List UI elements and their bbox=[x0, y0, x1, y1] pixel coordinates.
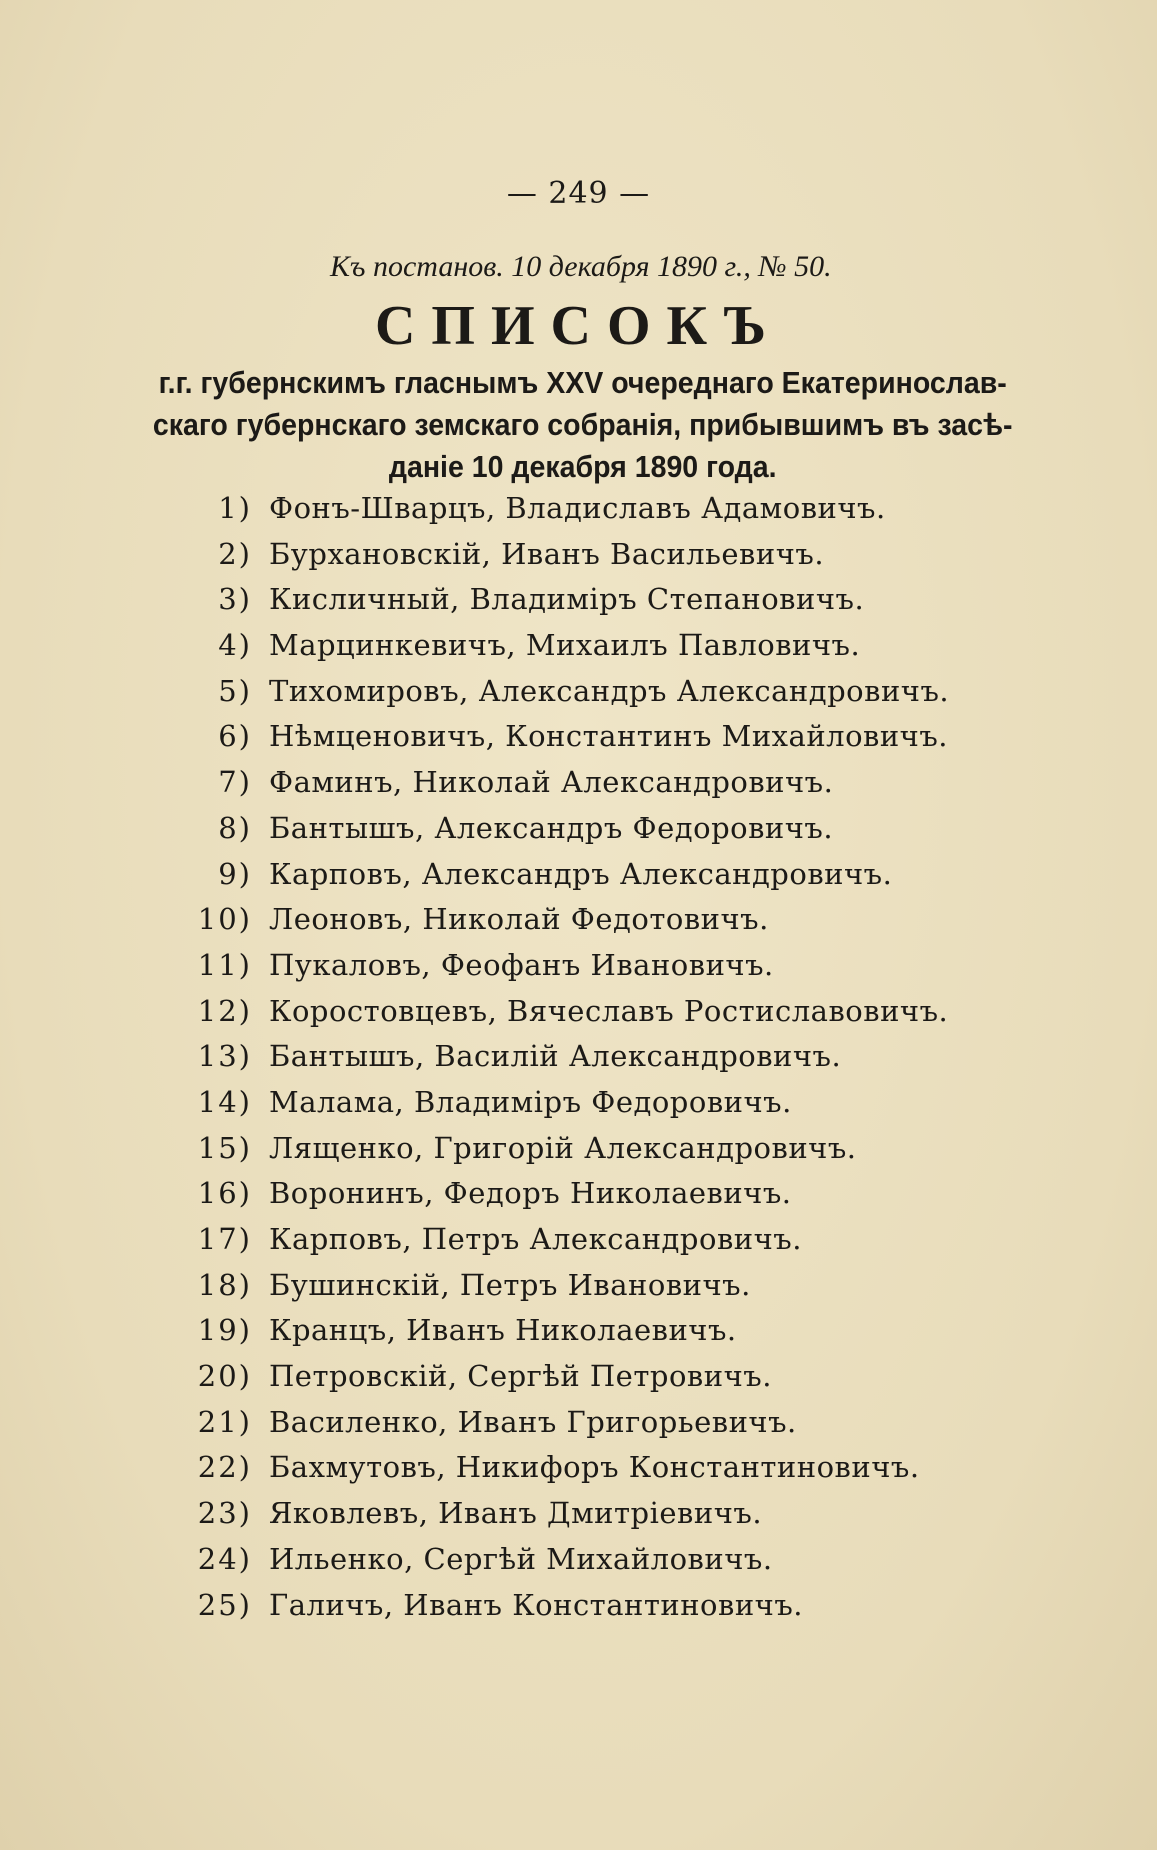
item-number: 4) bbox=[218, 628, 252, 663]
member-name: Петровскій, Сергѣй Петровичъ. bbox=[269, 1359, 772, 1394]
member-name: Малама, Владиміръ Федоровичъ. bbox=[269, 1084, 792, 1119]
list-item bbox=[0, 1400, 1157, 1446]
document-title: СПИСОКЪ bbox=[374, 295, 782, 357]
item-number: 25) bbox=[197, 1587, 252, 1622]
subtitle-line: скаго губернскаго земскаго собранія, прибывшимъ въ засѣ- bbox=[152, 407, 1013, 442]
member-name: Нѣмценовичъ, Константинъ Михайловичъ. bbox=[269, 719, 949, 754]
item-number: 6) bbox=[218, 719, 252, 754]
item-number: 2) bbox=[218, 536, 252, 571]
member-name: Леоновъ, Николай Федотовичъ. bbox=[269, 902, 769, 937]
member-name: Василенко, Иванъ Григорьевичъ. bbox=[269, 1404, 797, 1439]
list-item bbox=[0, 1491, 1157, 1537]
list-item bbox=[0, 806, 1157, 852]
member-name: Фонъ-Шварцъ, Владиславъ Адамовичъ. bbox=[269, 491, 886, 525]
member-name: Бурхановскій, Иванъ Васильевичъ. bbox=[269, 536, 825, 571]
item-number: 1) bbox=[218, 491, 252, 525]
list-item bbox=[0, 1537, 1157, 1583]
item-number: 14) bbox=[197, 1084, 252, 1119]
member-name: Воронинъ, Федоръ Николаевичъ. bbox=[269, 1176, 792, 1211]
list-item bbox=[0, 486, 1157, 532]
list-item bbox=[0, 1126, 1157, 1172]
list-item bbox=[0, 1217, 1157, 1263]
member-name: Тихомировъ, Александръ Александровичъ. bbox=[269, 673, 950, 708]
member-name: Кисличный, Владиміръ Степановичъ. bbox=[269, 582, 865, 617]
member-name: Коростовцевъ, Вячеславъ Ростиславовичъ. bbox=[269, 993, 949, 1028]
item-number: 15) bbox=[197, 1130, 252, 1165]
item-number: 11) bbox=[197, 947, 252, 982]
member-name: Бахмутовъ, Никифоръ Константиновичъ. bbox=[269, 1450, 920, 1485]
item-number: 5) bbox=[218, 673, 252, 708]
member-name: Галичъ, Иванъ Константиновичъ. bbox=[269, 1587, 803, 1622]
list-item bbox=[0, 1080, 1157, 1126]
item-number: 8) bbox=[218, 810, 252, 845]
member-name: Бантышъ, Александръ Федоровичъ. bbox=[269, 810, 834, 845]
list-item bbox=[0, 714, 1157, 760]
subtitle-line: даніе 10 декабря 1890 года. bbox=[388, 449, 777, 484]
item-number: 19) bbox=[197, 1313, 252, 1348]
member-name: Ильенко, Сергѣй Михайловичъ. bbox=[269, 1541, 773, 1576]
list-item bbox=[0, 577, 1157, 623]
page-number: — 249 — bbox=[506, 176, 651, 211]
members-list bbox=[0, 486, 1157, 1628]
item-number: 12) bbox=[197, 993, 252, 1028]
item-number: 20) bbox=[197, 1359, 252, 1394]
list-item bbox=[0, 760, 1157, 806]
document-subtitle bbox=[148, 362, 1017, 488]
member-name: Лященко, Григорій Александровичъ. bbox=[269, 1130, 857, 1165]
list-item bbox=[0, 623, 1157, 669]
member-name: Карповъ, Александръ Александровичъ. bbox=[269, 856, 893, 891]
list-item bbox=[0, 669, 1157, 715]
list-item bbox=[0, 532, 1157, 578]
item-number: 9) bbox=[218, 856, 252, 891]
list-item bbox=[0, 852, 1157, 898]
member-name: Пукаловъ, Феофанъ Ивановичъ. bbox=[269, 947, 774, 982]
member-name: Кранцъ, Иванъ Николаевичъ. bbox=[269, 1313, 737, 1348]
member-name: Марцинкевичъ, Михаилъ Павловичъ. bbox=[269, 628, 861, 663]
member-name: Бантышъ, Василій Александровичъ. bbox=[269, 1039, 842, 1074]
item-number: 17) bbox=[197, 1222, 252, 1256]
item-number: 10) bbox=[197, 902, 252, 937]
list-item bbox=[0, 1354, 1157, 1400]
list-item bbox=[0, 1308, 1157, 1354]
item-number: 21) bbox=[197, 1404, 252, 1439]
item-number: 23) bbox=[197, 1496, 252, 1531]
list-item bbox=[0, 1034, 1157, 1080]
list-item bbox=[0, 1263, 1157, 1309]
list-item bbox=[0, 897, 1157, 943]
member-name: Фаминъ, Николай Александровичъ. bbox=[269, 765, 834, 800]
item-number: 24) bbox=[197, 1541, 252, 1576]
list-item bbox=[0, 943, 1157, 989]
list-item bbox=[0, 1445, 1157, 1491]
list-item bbox=[0, 989, 1157, 1035]
member-name: Карповъ, Петръ Александровичъ. bbox=[269, 1222, 802, 1256]
item-number: 13) bbox=[197, 1039, 252, 1074]
item-number: 7) bbox=[218, 765, 252, 800]
list-item bbox=[0, 1171, 1157, 1217]
list-item bbox=[0, 1583, 1157, 1629]
member-name: Яковлевъ, Иванъ Дмитріевичъ. bbox=[269, 1496, 763, 1531]
appendix-reference: Къ постанов. 10 декабря 1890 г., № 50. bbox=[330, 250, 832, 283]
item-number: 3) bbox=[218, 582, 252, 617]
member-name: Бушинскій, Петръ Ивановичъ. bbox=[269, 1267, 751, 1302]
item-number: 16) bbox=[197, 1176, 252, 1211]
item-number: 18) bbox=[197, 1267, 252, 1302]
subtitle-line: г.г. губернскимъ гласнымъ XXV очереднаго Екатеринослав- bbox=[158, 365, 1007, 400]
item-number: 22) bbox=[197, 1450, 252, 1485]
